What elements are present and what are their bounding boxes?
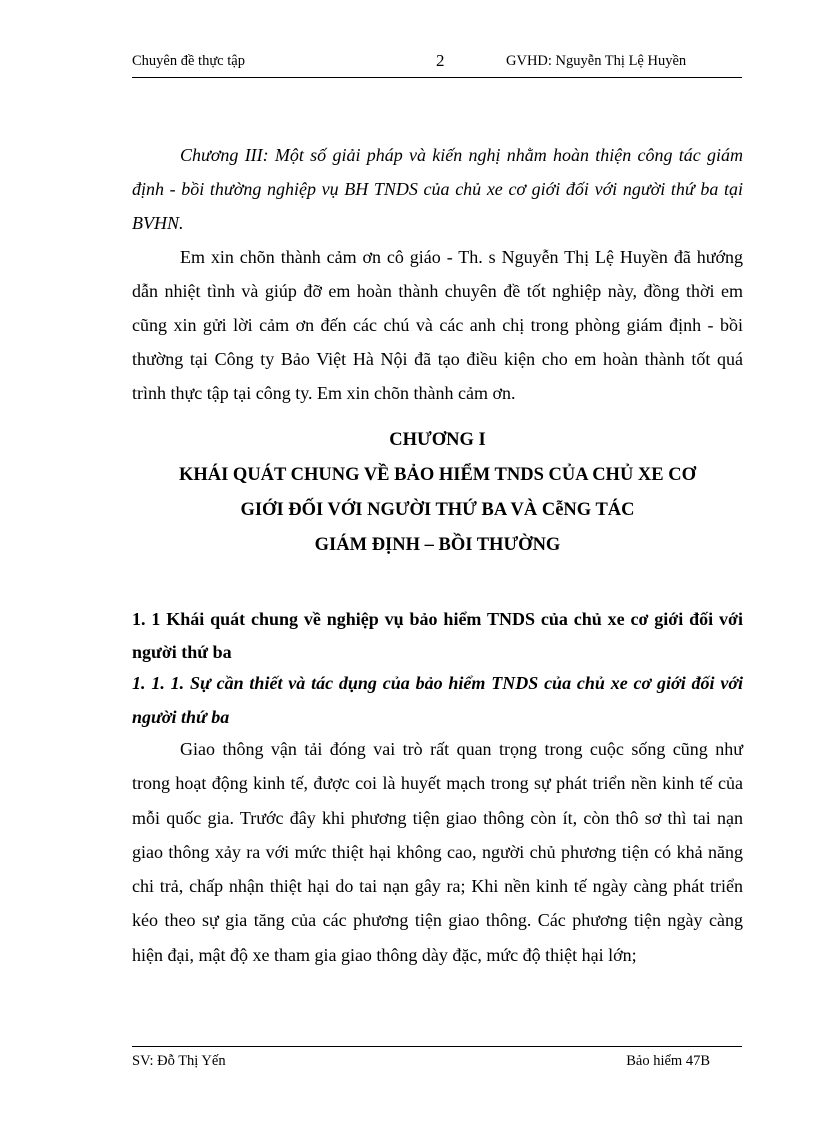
chapter-number: CHƯƠNG I (389, 430, 486, 450)
header-page-number: 2 (436, 51, 445, 70)
chapter-title-line-2: GIỚI ĐỐI VỚI NGƯỜI THỨ BA VÀ CễNG TÁC (240, 500, 635, 520)
header-supervisor: GVHD: Nguyễn Thị Lệ Huyền (506, 53, 687, 69)
body-paragraph: Giao thông vận tải đóng vai trò rất quan trọng trong cuộc sống cũng như trong hoạt động kinh tế, được coi là huyết mạch trong sự phát triển nền kinh tế của mỗi quốc gia. Trước đây khi phương tiện giao thông còn ít, còn thô sơ thì tai nạn giao thông xảy ra với mức thiệt hại không cao, người chủ phương tiện có khả năng chi trả, chấp nhận thiệt hại do tai nạn gây ra; Khi nền kinh tế ngày càng phát triển kéo theo sự gia tăng của các phương tiện giao thông. Các phương tiện ngày càng hiện đại, mật độ xe tham gia giao thông dày đặc, mức độ thiệt hại lớn; (132, 739, 743, 965)
section-heading-1-1: 1. 1 Khái quát chung về nghiệp vụ bảo hiểm TNDS của chủ xe cơ giới đối với người thứ ba (132, 609, 743, 662)
chapter3-summary: Chương III: Một số giải pháp và kiến nghị nhằm hoàn thiện công tác giám định - bồi thường nghiệp vụ BH TNDS của chủ xe cơ giới đối với người thứ ba tại BVHN. (132, 145, 743, 233)
footer-student: SV: Đỗ Thị Yến (132, 1053, 226, 1069)
intro-section (132, 138, 743, 410)
chapter-heading (132, 423, 743, 563)
footer-class: Bảo hiểm 47B (626, 1053, 710, 1069)
page-header (132, 51, 742, 78)
chapter-title-line-3: GIÁM ĐỊNH – BỒI THƯỜNG (314, 535, 561, 555)
page-footer (132, 1046, 742, 1077)
section-heading-1-1-1: 1. 1. 1. Sự cần thiết và tác dụng của bảo hiểm TNDS của chủ xe cơ giới đối với người thứ ba (132, 673, 743, 727)
chapter-title-line-1: KHÁI QUÁT CHUNG VỀ BẢO HIỂM TNDS CỦA CHỦ XE CƠ (178, 465, 697, 485)
header-document-type: Chuyên đề thực tập (132, 53, 245, 69)
acknowledgement-paragraph: Em xin chõn thành cảm ơn cô giáo - Th. s Nguyễn Thị Lệ Huyền đã hướng dẫn nhiệt tình và giúp đỡ em hoàn thành chuyên đề tốt nghiệp này, đồng thời em cũng xin gửi lời cảm ơn đến các chú và các anh chị trong phòng giám định - bồi thường tại Công ty Bảo Việt Hà Nội đã tạo điều kiện cho em hoàn thành tốt quá trình thực tập tại công ty. Em xin chõn thành cảm ơn. (132, 247, 743, 403)
